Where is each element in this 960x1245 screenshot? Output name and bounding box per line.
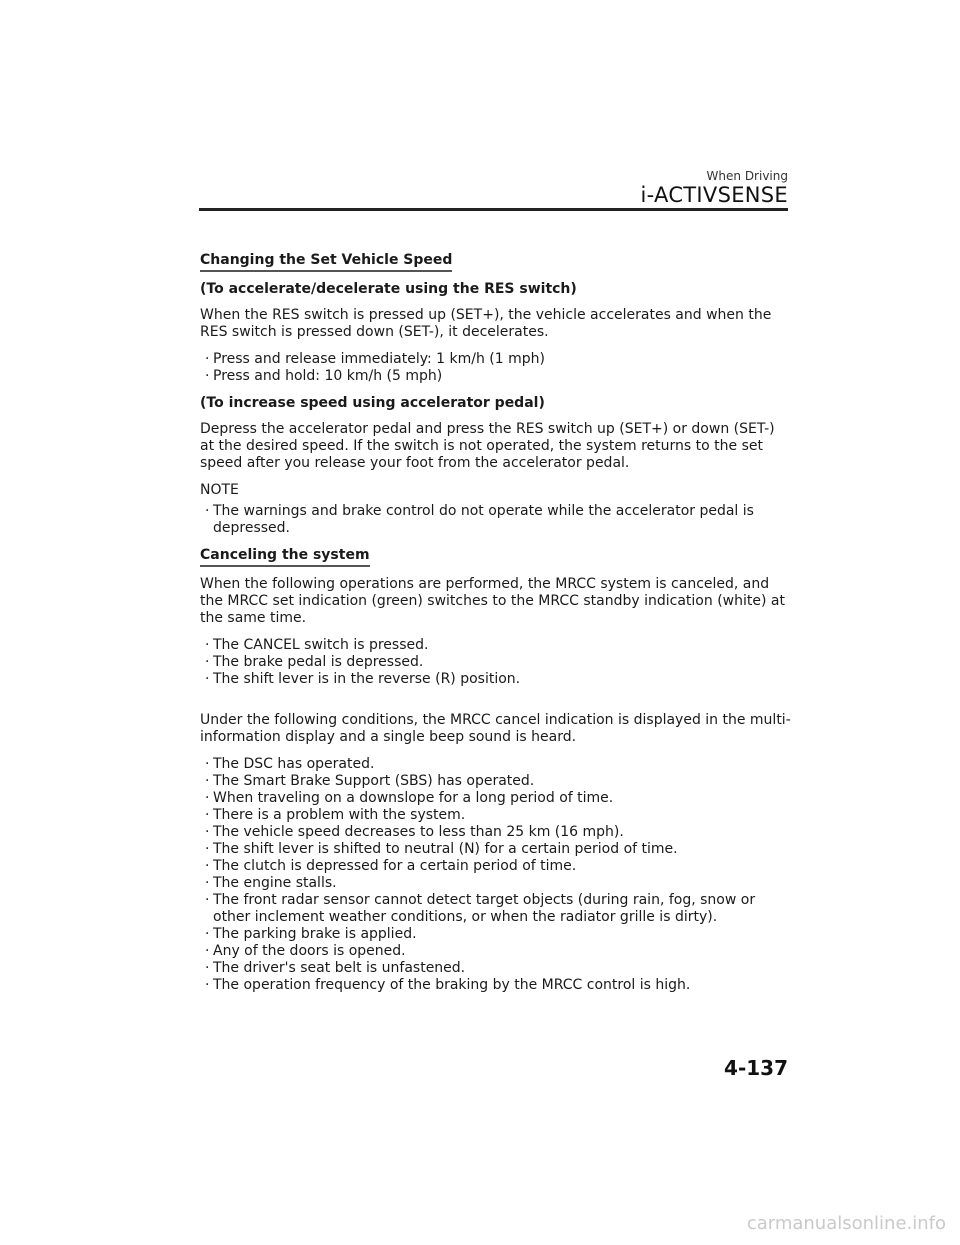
list-item: · The Smart Brake Support (SBS) has operated. (213, 773, 792, 790)
page-content (200, 252, 792, 1004)
res-switch-paragraph: When the RES switch is pressed up (SET+), the vehicle accelerates and when the RES switch is pressed down (SET-), it decelerates. (200, 307, 772, 340)
subheading-accelerator-pedal: (To increase speed using accelerator pedal) (200, 395, 545, 411)
list-item: · The front radar sensor cannot detect target objects (during rain, fog, snow or other inclement weather conditions, or when the radiator grille is dirty). (213, 892, 792, 926)
cancel-operations-list (200, 637, 792, 688)
list-item: · The driver's seat belt is unfastened. (213, 960, 792, 977)
list-item: · The vehicle speed decreases to less than 25 km (16 mph). (213, 824, 792, 841)
list-item: · The shift lever is in the reverse (R) position. (213, 671, 792, 688)
list-item: · The operation frequency of the braking by the MRCC control is high. (213, 977, 792, 994)
list-item: · The parking brake is applied. (213, 926, 792, 943)
header-chapter-title: i-ACTIVSENSE (640, 183, 788, 207)
list-item: · The brake pedal is depressed. (213, 654, 792, 671)
accelerator-pedal-paragraph: Depress the accelerator pedal and press the RES switch up (SET+) or down (SET-) at the desired speed. If the switch is not operated, the system returns to the set speed after you release your foot from the accelerator pedal. (200, 421, 775, 471)
res-switch-list (200, 351, 792, 385)
cancel-intro-paragraph: When the following operations are performed, the MRCC system is canceled, and the MRCC set indication (green) switches to the MRCC standby indication (white) at the same time. (200, 576, 785, 626)
page-number: 4-137 (724, 1056, 788, 1080)
list-item: · When traveling on a downslope for a long period of time. (213, 790, 792, 807)
section-heading-cancel: Canceling the system (200, 547, 370, 567)
list-item: · The clutch is depressed for a certain period of time. (213, 858, 792, 875)
section-heading-change-speed: Changing the Set Vehicle Speed (200, 252, 452, 272)
list-item: · Press and release immediately: 1 km/h (1 mph) (213, 351, 792, 368)
watermark: carmanualsonline.info (746, 1213, 946, 1234)
note-label: NOTE (200, 482, 239, 498)
list-item: · The engine stalls. (213, 875, 792, 892)
list-item: · There is a problem with the system. (213, 807, 792, 824)
list-item: · The CANCEL switch is pressed. (213, 637, 792, 654)
list-item: · The warnings and brake control do not operate while the accelerator pedal is depressed. (213, 503, 792, 537)
header-section-label: When Driving (706, 169, 788, 183)
list-item: · Any of the doors is opened. (213, 943, 792, 960)
list-item: · The DSC has operated. (213, 756, 792, 773)
subheading-res-switch: (To accelerate/decelerate using the RES switch) (200, 281, 577, 297)
list-item: · Press and hold: 10 km/h (5 mph) (213, 368, 792, 385)
note-list (200, 503, 792, 537)
cancel-conditions-paragraph: Under the following conditions, the MRCC cancel indication is displayed in the multi-information display and a single beep sound is heard. (200, 712, 791, 745)
list-item: · The shift lever is shifted to neutral (N) for a certain period of time. (213, 841, 792, 858)
cancel-conditions-list (200, 756, 792, 994)
header-divider (199, 208, 788, 211)
